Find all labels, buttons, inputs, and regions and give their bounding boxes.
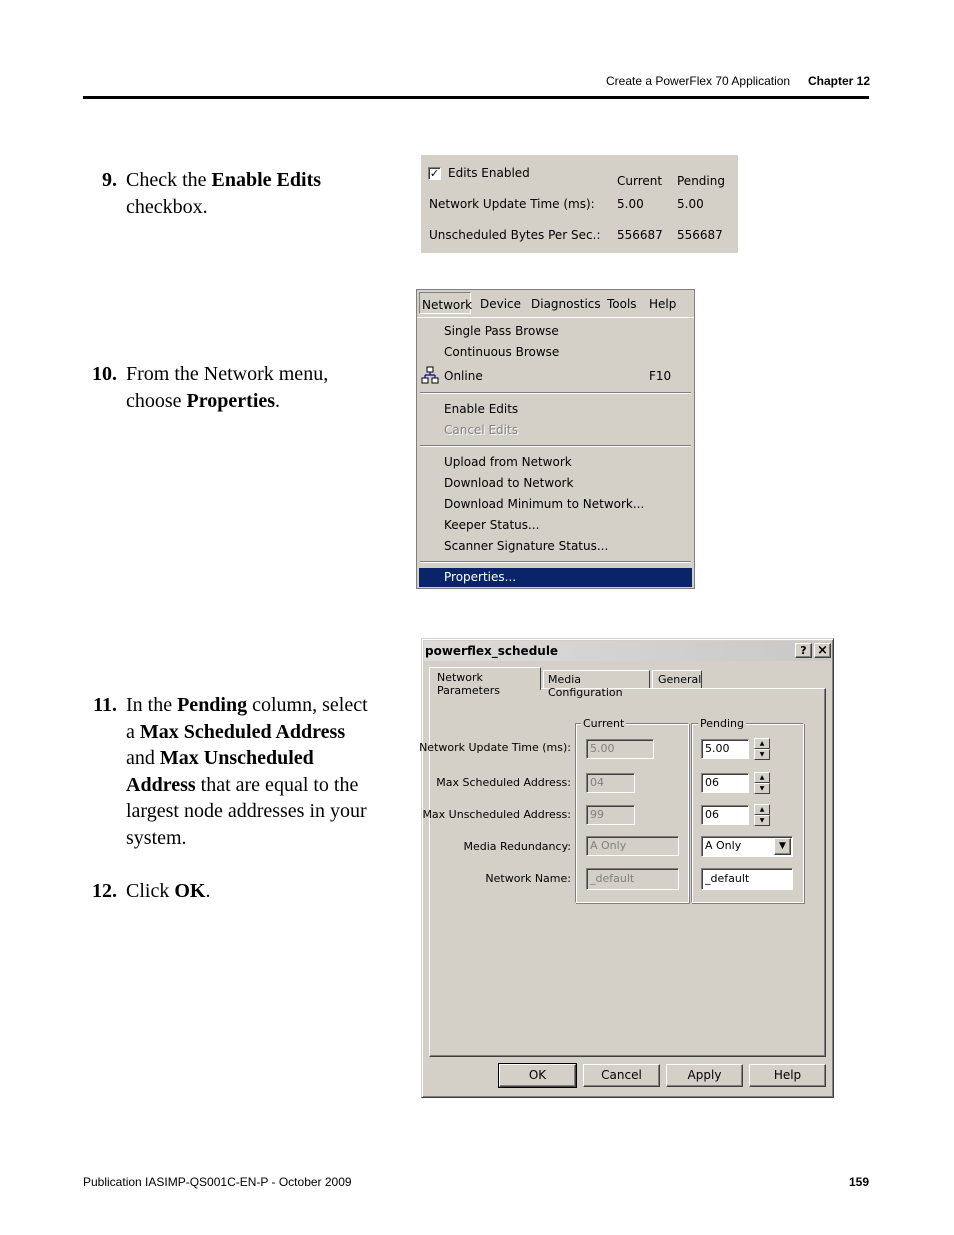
pending-max-unscheduled-input[interactable]: 06 xyxy=(701,805,749,825)
update-time-spinner[interactable] xyxy=(754,738,770,760)
network-update-pending: 5.00 xyxy=(677,197,704,211)
current-network-name-field: _default xyxy=(586,868,679,890)
network-update-current: 5.00 xyxy=(617,197,644,211)
menu-help[interactable]: Help xyxy=(649,297,677,311)
col-current-label: Current xyxy=(617,174,663,188)
menu-item-scanner-signature-status[interactable]: Scanner Signature Status... xyxy=(444,539,609,553)
select-value: A Only xyxy=(705,839,742,852)
current-max-unscheduled-field: 99 xyxy=(586,805,635,825)
tab-network-parameters[interactable] xyxy=(429,667,541,697)
menu-item-cancel-edits: Cancel Edits xyxy=(444,423,518,437)
header-rule xyxy=(83,96,869,99)
current-media-redundancy-field: A Only xyxy=(586,836,679,856)
menu-item-continuous-browse[interactable]: Continuous Browse xyxy=(444,345,560,359)
header-chapter: Chapter 12 xyxy=(808,74,871,88)
step-11: 11. In the Pending column, select a Max Scheduled Address and Max Unscheduled Address that are equal to the largest node addresses in your system. xyxy=(83,692,403,862)
menu-item-online[interactable]: Online xyxy=(444,369,483,383)
ok-button[interactable]: OK xyxy=(499,1064,576,1087)
menu-network[interactable]: Network xyxy=(422,298,473,312)
spin-up-icon[interactable]: ▲ xyxy=(754,772,770,783)
menu-item-upload-from-network[interactable]: Upload from Network xyxy=(444,455,572,469)
current-update-time-field: 5.00 xyxy=(586,739,654,759)
edits-panel xyxy=(421,155,738,253)
tab-label: Media Configuration xyxy=(548,673,623,699)
pending-max-scheduled-input[interactable]: 06 xyxy=(701,773,749,793)
menu-separator xyxy=(420,392,691,394)
spin-up-icon[interactable]: ▲ xyxy=(754,804,770,815)
menu-diagnostics[interactable]: Diagnostics xyxy=(531,297,601,311)
label-max-scheduled-address: Max Scheduled Address: xyxy=(436,776,571,789)
spin-down-icon[interactable]: ▼ xyxy=(754,783,770,794)
menu-item-properties[interactable]: Properties... xyxy=(444,570,517,584)
help-button[interactable]: Help xyxy=(749,1064,826,1087)
chevron-down-icon[interactable]: ▼ xyxy=(774,838,791,855)
network-online-icon xyxy=(421,366,439,384)
tab-label: Network Parameters xyxy=(437,671,500,697)
edits-enabled-checkbox[interactable]: ✓ xyxy=(429,167,440,180)
pending-network-name-input[interactable]: _default xyxy=(701,868,793,890)
network-dropdown xyxy=(417,317,694,589)
label-media-redundancy: Media Redundancy: xyxy=(463,840,571,853)
step-12: 12. Click OK. xyxy=(83,878,383,908)
header-section-title: Create a PowerFlex 70 Application xyxy=(606,74,791,88)
unscheduled-bytes-pending: 556687 xyxy=(677,228,723,242)
label-network-name: Network Name: xyxy=(485,872,571,885)
cancel-button[interactable]: Cancel xyxy=(583,1064,660,1087)
current-max-scheduled-field: 04 xyxy=(586,773,635,793)
menu-tools[interactable]: Tools xyxy=(607,297,637,311)
menu-item-single-pass-browse[interactable]: Single Pass Browse xyxy=(444,324,559,338)
menu-bar xyxy=(417,290,694,316)
footer-page-number: 159 xyxy=(849,1175,870,1189)
max-unscheduled-spinner[interactable] xyxy=(754,804,770,826)
menu-separator xyxy=(420,445,691,447)
menu-item-download-minimum[interactable]: Download Minimum to Network... xyxy=(444,497,645,511)
tab-media-configuration[interactable] xyxy=(543,670,650,699)
spin-down-icon[interactable]: ▼ xyxy=(754,815,770,826)
spin-up-icon[interactable]: ▲ xyxy=(754,738,770,749)
label-network-update-time: Network Update Time (ms): xyxy=(419,741,571,754)
network-menu-screenshot xyxy=(416,289,695,589)
dialog-title: powerflex_schedule xyxy=(425,644,559,658)
step-number: 10. xyxy=(92,363,117,385)
properties-dialog xyxy=(421,638,834,1098)
dialog-title-bar xyxy=(424,641,831,661)
step-number: 11. xyxy=(93,694,117,716)
apply-button[interactable]: Apply xyxy=(666,1064,743,1087)
max-scheduled-spinner[interactable] xyxy=(754,772,770,794)
label-max-unscheduled-address: Max Unscheduled Address: xyxy=(422,808,571,821)
network-update-label: Network Update Time (ms): xyxy=(429,197,595,211)
menu-item-keeper-status[interactable]: Keeper Status... xyxy=(444,518,540,532)
menu-item-online-shortcut: F10 xyxy=(649,369,672,383)
menu-device[interactable]: Device xyxy=(480,297,522,311)
step-number: 9. xyxy=(102,169,117,191)
edits-enabled-label: Edits Enabled xyxy=(448,166,530,180)
tab-general[interactable] xyxy=(652,670,702,688)
step-number: 12. xyxy=(92,880,117,902)
menu-separator xyxy=(420,561,691,563)
footer-publication: Publication IASIMP-QS001C-EN-P - October 2009 xyxy=(83,1175,352,1189)
spin-down-icon[interactable]: ▼ xyxy=(754,749,770,760)
step-10: 10. From the Network menu, choose Properties. xyxy=(83,361,383,421)
step-9: 9. Check the Enable Edits checkbox. xyxy=(83,167,383,227)
col-pending-label: Pending xyxy=(677,174,725,188)
pending-update-time-input[interactable]: 5.00 xyxy=(701,739,749,759)
tab-label: General xyxy=(658,673,702,686)
group-pending-label: Pending xyxy=(700,717,744,730)
close-icon[interactable]: × xyxy=(814,643,831,658)
unscheduled-bytes-current: 556687 xyxy=(617,228,663,242)
help-title-button[interactable]: ? xyxy=(795,643,812,658)
menu-item-download-to-network[interactable]: Download to Network xyxy=(444,476,574,490)
menu-item-enable-edits[interactable]: Enable Edits xyxy=(444,402,519,416)
unscheduled-bytes-label: Unscheduled Bytes Per Sec.: xyxy=(429,228,601,242)
group-current-label: Current xyxy=(583,717,625,730)
